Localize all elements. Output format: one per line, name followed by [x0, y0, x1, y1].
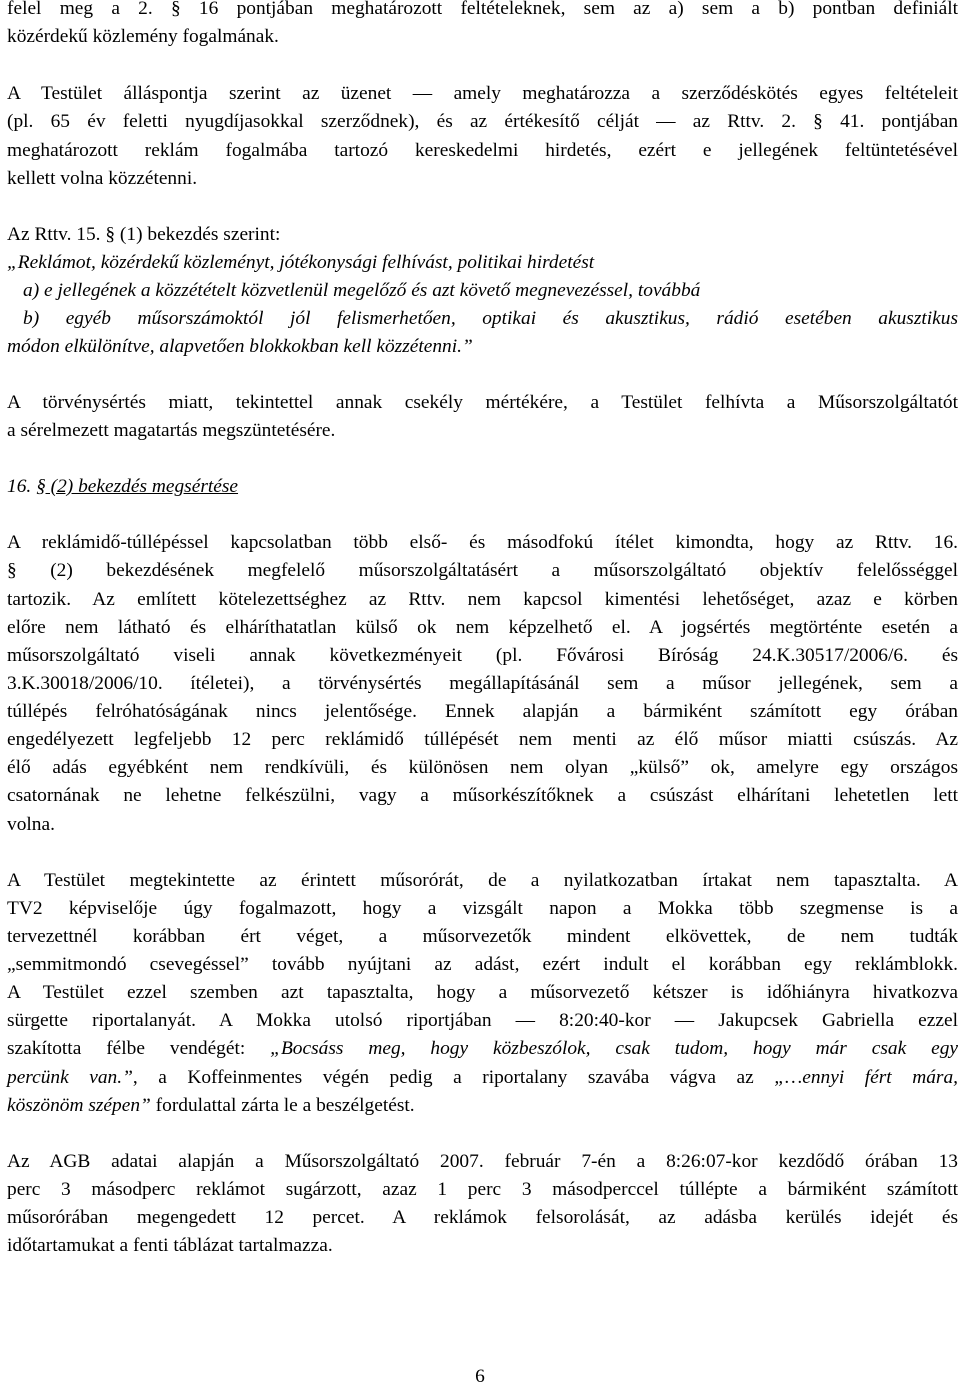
text-line: A törvénysértés miatt, tekintettel annak csekély mértékére, a Testület felhívta a Műsorszolgáltatót: [7, 392, 958, 413]
text-line: 3.K.30018/2006/10. ítéletei), a törvénysértés megállapításánál sem a műsor jellegének, sem a: [7, 673, 958, 694]
section-title: § (2) bekezdés megsértése: [36, 476, 239, 497]
text-line: előre nem látható és elháríthatatlan külső ok nem képzelhető el. A jogsértés megtörténte esetén a: [7, 617, 958, 638]
text-line: Az Rttv. 15. § (1) bekezdés szerint:: [7, 224, 281, 245]
text-line: Az AGB adatai alapján a Műsorszolgáltató 2007. február 7-én a 8:26:07-kor kezdődő órában 13: [7, 1151, 958, 1172]
text-line: volna.: [7, 814, 55, 835]
section-heading: [7, 473, 958, 501]
text-segment: szakította félbe vendégét:: [7, 1038, 271, 1059]
text-line: műsorórában megengedett 12 percet. A reklámok felsorolását, az adásba kerülés idejét és: [7, 1207, 958, 1228]
quote-line: „Reklámot, közérdekű közleményt, jótékonysági felhívást, politikai hirdetést: [7, 252, 595, 273]
text-line: tervezettnél korábban ért véget, a műsorvezetők mindent elkövettek, de nem tudták: [7, 926, 958, 947]
text-line: perc 3 másodperc reklámot sugárzott, azaz 1 perc 3 másodperccel túllépte a bármiként számított: [7, 1179, 958, 1200]
text-line: sürgette riportalanyát. A Mokka utolsó riportjában — 8:20:40-kor — Jakupcsek Gabriella ezzel: [7, 1010, 958, 1031]
text-line: engedélyezett legfeljebb 12 perc reklámidő túllépését nem menti az élő műsor miatti csúszás. Az: [7, 729, 958, 750]
text-line: a sérelmezett magatartás megszüntetésére.: [7, 420, 336, 441]
quote-segment: percünk van.”: [7, 1067, 133, 1088]
text-line: túllépés felróhatóságának nincs jelentősége. Ennek alapján a bármiként számított egy órában: [7, 701, 958, 722]
text-line: A reklámidő-túllépéssel kapcsolatban több első- és másodfokú ítélet kimondta, hogy az Rttv. 16.: [7, 532, 958, 553]
text-line: A Testület ezzel szemben azt tapasztalta, hogy a műsorvezető kétszer is időhiányra hivatkozva: [7, 982, 958, 1003]
text-segment: , a Koffeinmentes végén pedig a riportalany szavába vágva az: [132, 1067, 775, 1088]
text-line: időtartamukat a fenti táblázat tartalmazza.: [7, 1235, 333, 1256]
quote-segment: köszönöm szépen”: [7, 1095, 151, 1116]
text-line: TV2 képviselője úgy fogalmazott, hogy a vizsgált napon a Mokka több szegmense is a: [7, 898, 958, 919]
text-line: közérdekű közlemény fogalmának.: [7, 26, 279, 47]
quote-segment: „…ennyi fért mára,: [774, 1067, 958, 1088]
text-line: „semmitmondó csevegéssel” tovább nyújtani az adást, ezért indult el korábban egy reklámblokk.: [7, 954, 958, 975]
text-line: [7, 1092, 958, 1120]
quote-segment: „Bocsáss meg, hogy közbeszólok, csak tudom, hogy már csak egy: [270, 1038, 959, 1059]
text-line: élő adás egyébként nem rendkívüli, és különösen nem olyan „külső” ok, amelyre egy országos: [7, 757, 958, 778]
text-line: műsorszolgáltató viseli annak következményeit (pl. Fővárosi Bíróság 24.K.30517/2006/6. és: [7, 645, 958, 666]
text-line: felel meg a 2. § 16 pontjában meghatározott feltételeknek, sem az a) sem a b) pontban definiált: [7, 0, 958, 19]
text-line: csatornának ne lehetne felkészülni, vagy a műsorkészítőknek a csúszást elhárítani lehetetlen lett: [7, 785, 958, 806]
text-line: § (2) bekezdésének megfelelő műsorszolgáltatásért a műsorszolgáltató objektív felelősséggel: [7, 560, 958, 581]
text-segment: fordulattal zárta le a beszélgetést.: [150, 1095, 415, 1116]
text-line: (pl. 65 év feletti nyugdíjasokkal szerződnek), és az értékesítő célját — az Rttv. 2. § 41. pontjában: [7, 111, 958, 132]
text-line: tartozik. Az említett kötelezettséghez az Rttv. nem kapcsol kimentési lehetőséget, azaz e körben: [7, 589, 958, 610]
text-line: meghatározott reklám fogalmába tartozó kereskedelmi hirdetés, ezért e jellegének feltüntetésével: [7, 140, 958, 161]
quote-line: módon elkülönítve, alapvetően blokkokban kell közzétenni.”: [7, 336, 473, 357]
text-line: [7, 1064, 958, 1092]
section-number: 16.: [7, 476, 32, 497]
text-line: [7, 1035, 958, 1063]
quote-line: b) egyéb műsorszámoktól jól felismerhetően, optikai és akusztikus, rádió esetében akusztikus: [23, 308, 958, 329]
quote-line: a) e jellegének a közzétételt közvetlenül megelőző és azt követő megnevezéssel, továbbá: [23, 280, 701, 301]
page-number: 6: [475, 1366, 485, 1387]
text-line: A Testület megtekintette az érintett műsorórát, de a nyilatkozatban írtakat nem tapasztalta. A: [7, 870, 958, 891]
text-line: kellett volna közzétenni.: [7, 168, 198, 189]
text-line: A Testület álláspontja szerint az üzenet — amely meghatározza a szerződéskötés egyes feltételeit: [7, 83, 958, 104]
